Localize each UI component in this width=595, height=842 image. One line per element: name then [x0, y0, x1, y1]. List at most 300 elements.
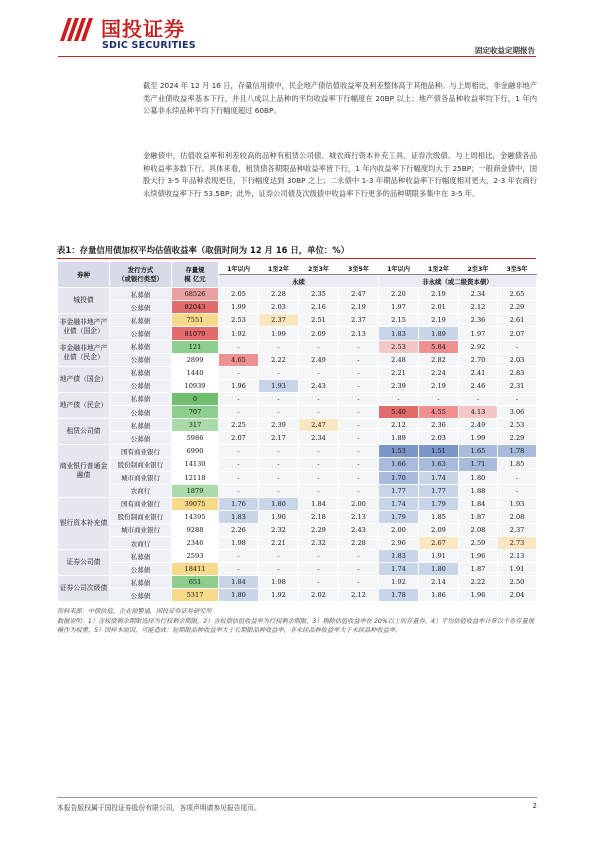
- yield-cell: -: [299, 392, 339, 405]
- bond-category-cell: 非金融非地产产业债（民企）: [58, 340, 110, 366]
- stock-size-cell: 707: [172, 406, 219, 419]
- yield-cell: 2.49: [299, 353, 339, 366]
- yield-cell: 2.47: [339, 288, 379, 301]
- yield-cell: 1.97: [459, 327, 498, 340]
- header-bucket: 1至2年: [419, 262, 459, 275]
- yield-cell: -: [339, 550, 379, 563]
- stock-size-cell: 18411: [172, 563, 219, 576]
- yield-cell: 1.92: [379, 576, 419, 589]
- yield-cell: -: [339, 419, 379, 432]
- yield-cell: 2.09: [299, 327, 339, 340]
- yield-cell: 1.99: [459, 432, 498, 445]
- yield-cell: 2.18: [299, 510, 339, 523]
- yield-cell: 2.53: [379, 340, 419, 353]
- table-row: [58, 419, 537, 432]
- yield-cell: 2.92: [459, 340, 498, 353]
- issue-method-cell: 国有商业银行: [110, 497, 172, 510]
- yield-cell: 2.22: [459, 576, 498, 589]
- table-row: [58, 288, 537, 301]
- issue-method-cell: 私募债: [110, 340, 172, 353]
- stock-size-cell: 14395: [172, 510, 219, 523]
- issue-method-cell: 股份制商业银行: [110, 510, 172, 523]
- yield-cell: -: [259, 458, 299, 471]
- bond-category-cell: 城投债: [58, 288, 110, 314]
- bond-category-cell: 证券公司次级债: [58, 576, 110, 602]
- yield-cell: 2.36: [419, 419, 459, 432]
- yield-cell: 2.14: [419, 576, 459, 589]
- yield-cell: 2.34: [459, 288, 498, 301]
- brand-name-en: SDIC SECURITIES: [102, 40, 196, 51]
- table-row: [58, 392, 537, 405]
- yield-cell: -: [339, 484, 379, 497]
- yield-cell: 1.66: [379, 458, 419, 471]
- yield-cell: 2.61: [498, 314, 537, 327]
- yield-cell: 2.13: [498, 550, 537, 563]
- yield-cell: 2.29: [498, 432, 537, 445]
- yield-cell: -: [299, 576, 339, 589]
- yield-cell: -: [219, 458, 259, 471]
- yield-cell: -: [339, 392, 379, 405]
- yield-cell: 2.39: [379, 379, 419, 392]
- issue-method-cell: 公募债: [110, 353, 172, 366]
- issue-method-cell: 私募债: [110, 550, 172, 563]
- issue-method-cell: 私募债: [110, 366, 172, 379]
- yield-cell: 1.80: [219, 589, 259, 602]
- yield-cell: 2.08: [459, 523, 498, 536]
- stock-size-cell: 7551: [172, 314, 219, 327]
- paragraph-financial-bonds: 金融债中，估值收益率和利差较高的品种有租赁公司债、城农商行资本补充工具、证券次级债。与上周相比，金融债各品种收益率多数下行。具体来看，租赁债各期限品种收益率皆下行，1 年内收益率下行幅度均大于 25BP；一般商金债中，国股大行 3-5 年品种表现更佳，下行幅度达到 30BP 之上；二永债中 1-3 年期品种收益率下行幅度相对更大，2-3 年农商行永续债收益率下行 53.5BP；此外，证券公司债及次级债中收益率下行更多的品种期限多集中在 3-5 年。: [143, 151, 537, 199]
- yield-cell: 2.22: [259, 353, 299, 366]
- header-bucket: 3至5年: [498, 262, 537, 275]
- yield-cell: 2.50: [498, 576, 537, 589]
- bond-yield-table: [57, 261, 537, 602]
- yield-cell: 1.78: [498, 445, 537, 458]
- yield-cell: 2.12: [339, 589, 379, 602]
- yield-cell: 1.86: [419, 589, 459, 602]
- stock-size-cell: 5317: [172, 589, 219, 602]
- yield-cell: -: [299, 340, 339, 353]
- yield-cell: 1.96: [459, 589, 498, 602]
- yield-cell: 2.12: [379, 419, 419, 432]
- yield-cell: -: [339, 471, 379, 484]
- yield-cell: -: [339, 340, 379, 353]
- yield-cell: 2.24: [419, 366, 459, 379]
- yield-cell: 2.05: [219, 288, 259, 301]
- yield-cell: 2.48: [379, 353, 419, 366]
- yield-cell: 2.53: [498, 419, 537, 432]
- yield-cell: 2.49: [459, 419, 498, 432]
- yield-cell: 1.74: [379, 563, 419, 576]
- yield-cell: 2.16: [299, 301, 339, 314]
- yield-cell: 1.87: [459, 510, 498, 523]
- table-title: 表1：存量信用债加权平均估值收益率（取值时间为 12 月 16 日，单位：%）: [57, 245, 350, 255]
- table-row: [58, 327, 537, 340]
- stock-size-cell: 1440: [172, 366, 219, 379]
- yield-cell: 1.84: [299, 497, 339, 510]
- header-bucket: 3至5年: [339, 262, 379, 275]
- yield-cell: 1.83: [379, 327, 419, 340]
- stock-size-cell: 0: [172, 392, 219, 405]
- table-row: [58, 432, 537, 445]
- header-stock-size: 存量规 模 亿元: [172, 262, 219, 288]
- table-row: [58, 340, 537, 353]
- yield-cell: 1.98: [219, 536, 259, 549]
- yield-cell: -: [299, 406, 339, 419]
- table-title-divider: [57, 258, 536, 259]
- yield-cell: 2.08: [498, 510, 537, 523]
- yield-cell: 2.36: [459, 314, 498, 327]
- page-header: [0, 0, 595, 62]
- yield-cell: 2.41: [459, 366, 498, 379]
- stock-size-cell: 317: [172, 419, 219, 432]
- yield-cell: -: [339, 406, 379, 419]
- yield-cell: 2.13: [339, 510, 379, 523]
- yield-cell: -: [259, 484, 299, 497]
- data-note: 数据说明：1）含权债剩余期限选择为行权剩余期限，2）含权债估值收益率为行权剩余期限，3）剔除估值收益率在 20%以上的存量券，4）平均估值收益率计算以个券存量规模作为权重。5）因样本原因，可能造成：短期限品种收益率大于长期限品种收益率，非永续品种收益率大于永续品种收益率。: [57, 617, 534, 635]
- yield-cell: 2.04: [498, 589, 537, 602]
- yield-cell: 1.99: [259, 327, 299, 340]
- yield-cell: -: [219, 471, 259, 484]
- issue-method-cell: 公募债: [110, 327, 172, 340]
- table-row: [58, 366, 537, 379]
- yield-cell: 1.63: [419, 458, 459, 471]
- yield-cell: 1.74: [419, 471, 459, 484]
- stock-size-cell: 82043: [172, 301, 219, 314]
- yield-cell: 1.91: [419, 550, 459, 563]
- yield-cell: 2.19: [339, 301, 379, 314]
- yield-cell: 1.89: [419, 327, 459, 340]
- yield-cell: -: [339, 432, 379, 445]
- yield-cell: -: [219, 340, 259, 353]
- issue-method-cell: 私募债: [110, 288, 172, 301]
- table-row: [58, 406, 537, 419]
- yield-cell: 2.59: [459, 536, 498, 549]
- issue-method-cell: 私募债: [110, 576, 172, 589]
- yield-cell: 2.07: [498, 327, 537, 340]
- stock-size-cell: 39075: [172, 497, 219, 510]
- yield-cell: 1.92: [219, 327, 259, 340]
- yield-cell: -: [259, 563, 299, 576]
- yield-cell: 1.71: [459, 458, 498, 471]
- yield-cell: 1.91: [498, 563, 537, 576]
- footer-divider: [57, 797, 537, 798]
- issue-method-cell: 国有商业银行: [110, 445, 172, 458]
- issue-method-cell: 城市商业银行: [110, 471, 172, 484]
- table-row: [58, 445, 537, 458]
- yield-cell: -: [419, 392, 459, 405]
- yield-cell: -: [259, 366, 299, 379]
- stock-size-cell: 2346: [172, 536, 219, 549]
- stock-size-cell: 81079: [172, 327, 219, 340]
- yield-cell: 2.51: [299, 314, 339, 327]
- yield-cell: -: [299, 550, 339, 563]
- yield-cell: -: [299, 563, 339, 576]
- table-row: [58, 510, 537, 523]
- yield-cell: 2.09: [419, 523, 459, 536]
- yield-cell: 2.03: [419, 432, 459, 445]
- header-bucket: 1至2年: [259, 262, 299, 275]
- stock-size-cell: 68526: [172, 288, 219, 301]
- yield-cell: 2.19: [419, 379, 459, 392]
- yield-cell: 2.00: [379, 523, 419, 536]
- yield-cell: 2.35: [299, 288, 339, 301]
- table-row: [58, 301, 537, 314]
- issue-method-cell: 公募债: [110, 432, 172, 445]
- yield-cell: -: [219, 484, 259, 497]
- yield-cell: 2.02: [299, 589, 339, 602]
- table-row: [58, 471, 537, 484]
- issue-method-cell: 农商行: [110, 536, 172, 549]
- yield-cell: 1.74: [379, 497, 419, 510]
- issue-method-cell: 公募债: [110, 379, 172, 392]
- header-group-perpetual: 永续: [219, 275, 379, 288]
- yield-cell: 2.29: [299, 523, 339, 536]
- yield-cell: 2.21: [379, 366, 419, 379]
- header-group-non-perpetual: 非永续（或二级资本债）: [379, 275, 537, 288]
- yield-cell: 2.32: [259, 523, 299, 536]
- yield-cell: 2.31: [498, 379, 537, 392]
- yield-cell: 3.06: [498, 406, 537, 419]
- table-row: [58, 563, 537, 576]
- yield-cell: -: [219, 406, 259, 419]
- issue-method-cell: 公募债: [110, 589, 172, 602]
- footer-disclaimer: 本报告版权属于国投证券股份有限公司，各项声明请参见报告尾页。: [57, 804, 261, 812]
- header-bucket: 2至3年: [459, 262, 498, 275]
- issue-method-cell: 公募债: [110, 563, 172, 576]
- yield-cell: 1.83: [379, 550, 419, 563]
- yield-cell: -: [299, 471, 339, 484]
- issue-method-cell: 公募债: [110, 301, 172, 314]
- yield-cell: 2.37: [259, 314, 299, 327]
- yield-cell: 1.70: [379, 471, 419, 484]
- sdic-logo-icon: [58, 14, 98, 44]
- yield-cell: -: [219, 563, 259, 576]
- yield-cell: 1.80: [459, 471, 498, 484]
- yield-cell: 2.70: [459, 353, 498, 366]
- yield-cell: -: [498, 471, 537, 484]
- yield-cell: -: [259, 471, 299, 484]
- yield-cell: 1.96: [219, 379, 259, 392]
- source-note: 资料来源：中债估值，企业预警通，国投证券证券研究所: [57, 608, 212, 615]
- yield-cell: 1.80: [419, 563, 459, 576]
- yield-cell: 2.37: [498, 523, 537, 536]
- yield-cell: 1.93: [498, 497, 537, 510]
- yield-cell: 2.65: [498, 288, 537, 301]
- yield-cell: 2.00: [339, 497, 379, 510]
- yield-cell: -: [459, 392, 498, 405]
- yield-cell: -: [299, 484, 339, 497]
- issue-method-cell: 城市商业银行: [110, 523, 172, 536]
- yield-cell: 1.76: [219, 497, 259, 510]
- yield-cell: 1.78: [379, 589, 419, 602]
- yield-cell: 1.92: [259, 589, 299, 602]
- yield-cell: -: [259, 340, 299, 353]
- yield-cell: -: [379, 392, 419, 405]
- table-row: [58, 314, 537, 327]
- stock-size-cell: 5986: [172, 432, 219, 445]
- yield-cell: 2.37: [339, 314, 379, 327]
- yield-cell: 2.96: [379, 536, 419, 549]
- header-issue-method: 发行方式 （或银行类型）: [110, 262, 172, 288]
- issue-method-cell: 农商行: [110, 484, 172, 497]
- bond-category-cell: 银行资本补充债: [58, 497, 110, 549]
- issue-method-cell: 私募债: [110, 314, 172, 327]
- report-type-label: 固定收益定期报告: [475, 46, 535, 55]
- yield-cell: 1.89: [379, 432, 419, 445]
- yield-cell: -: [219, 392, 259, 405]
- yield-cell: 2.82: [419, 353, 459, 366]
- yield-cell: -: [498, 392, 537, 405]
- yield-cell: 5.40: [379, 406, 419, 419]
- stock-size-cell: 10939: [172, 379, 219, 392]
- yield-cell: -: [259, 406, 299, 419]
- yield-cell: -: [259, 550, 299, 563]
- yield-cell: 1.51: [419, 445, 459, 458]
- yield-cell: 2.17: [259, 432, 299, 445]
- yield-cell: -: [498, 484, 537, 497]
- table-row: [58, 589, 537, 602]
- yield-cell: 2.28: [259, 288, 299, 301]
- yield-cell: 4.65: [219, 353, 259, 366]
- yield-cell: -: [339, 563, 379, 576]
- yield-cell: 2.73: [498, 536, 537, 549]
- bond-category-cell: 地产债（国企）: [58, 366, 110, 392]
- yield-cell: 2.01: [419, 301, 459, 314]
- yield-cell: 2.34: [299, 432, 339, 445]
- yield-cell: 2.39: [259, 419, 299, 432]
- header-bucket: 1年以内: [219, 262, 259, 275]
- yield-cell: 2.12: [459, 301, 498, 314]
- yield-cell: 1.83: [219, 510, 259, 523]
- yield-cell: 1.53: [379, 445, 419, 458]
- yield-cell: 2.46: [459, 379, 498, 392]
- stock-size-cell: 12118: [172, 471, 219, 484]
- yield-cell: 1.90: [259, 510, 299, 523]
- yield-cell: 2.43: [299, 379, 339, 392]
- stock-size-cell: 6990: [172, 445, 219, 458]
- stock-size-cell: 14130: [172, 458, 219, 471]
- yield-cell: -: [219, 366, 259, 379]
- yield-cell: -: [339, 353, 379, 366]
- yield-cell: 2.03: [498, 353, 537, 366]
- yield-cell: 1.80: [259, 497, 299, 510]
- yield-cell: -: [219, 550, 259, 563]
- yield-cell: 2.67: [419, 536, 459, 549]
- header-bucket: 1年以内: [379, 262, 419, 275]
- header-type: 券种: [58, 262, 110, 288]
- yield-cell: 2.20: [379, 288, 419, 301]
- yield-cell: 2.32: [299, 536, 339, 549]
- yield-cell: 1.88: [459, 484, 498, 497]
- table-row: [58, 379, 537, 392]
- yield-cell: -: [219, 445, 259, 458]
- table-row: [58, 458, 537, 471]
- yield-cell: 1.85: [419, 510, 459, 523]
- yield-cell: -: [259, 445, 299, 458]
- issue-method-cell: 股份制商业银行: [110, 458, 172, 471]
- yield-cell: -: [498, 340, 537, 353]
- yield-cell: 2.26: [219, 523, 259, 536]
- yield-cell: 2.21: [259, 536, 299, 549]
- bond-category-cell: 非金融非地产产业债（国企）: [58, 314, 110, 340]
- yield-cell: 1.79: [379, 510, 419, 523]
- yield-cell: 1.99: [219, 301, 259, 314]
- bond-category-cell: 地产债（民企）: [58, 392, 110, 418]
- yield-cell: 2.28: [339, 536, 379, 549]
- table-row: [58, 497, 537, 510]
- yield-cell: 1.96: [459, 550, 498, 563]
- brand-name-cn: 国投证券: [101, 17, 185, 41]
- table-notes: [57, 607, 537, 636]
- yield-cell: 2.29: [498, 301, 537, 314]
- page-number: 2: [532, 802, 537, 810]
- yield-cell: 2.19: [419, 288, 459, 301]
- table-row: [58, 536, 537, 549]
- yield-cell: -: [299, 366, 339, 379]
- yield-cell: 2.47: [299, 419, 339, 432]
- stock-size-cell: 9288: [172, 523, 219, 536]
- yield-cell: 1.79: [419, 497, 459, 510]
- yield-cell: 2.03: [259, 301, 299, 314]
- yield-cell: 2.15: [379, 314, 419, 327]
- stock-size-cell: 121: [172, 340, 219, 353]
- yield-cell: 4.55: [419, 406, 459, 419]
- yield-cell: -: [299, 445, 339, 458]
- yield-cell: 1.77: [379, 484, 419, 497]
- stock-size-cell: 651: [172, 576, 219, 589]
- yield-cell: 1.97: [379, 301, 419, 314]
- yield-cell: 1.87: [459, 563, 498, 576]
- header-divider: [58, 56, 536, 57]
- table-row: [58, 484, 537, 497]
- yield-cell: -: [259, 392, 299, 405]
- yield-cell: 1.93: [259, 379, 299, 392]
- yield-cell: 1.84: [219, 576, 259, 589]
- yield-cell: -: [339, 379, 379, 392]
- yield-cell: 1.98: [259, 576, 299, 589]
- yield-cell: -: [339, 445, 379, 458]
- issue-method-cell: 公募债: [110, 406, 172, 419]
- header-bucket: 2至3年: [299, 262, 339, 275]
- table-row: [58, 353, 537, 366]
- yield-cell: 2.83: [498, 366, 537, 379]
- issue-method-cell: 私募债: [110, 419, 172, 432]
- table-row: [58, 550, 537, 563]
- paragraph-industry-bonds: 截至 2024 年 12 月 16 日，存量信用债中，民企地产债估值收益率及利差整体高于其他品种。与上周相比，非金融非地产类产业债收益率基本下行，并且八成以上品种的平均收益率下行幅度在 20BP 以上；地产债各品种收益率均下行，1 年内公募非永续品种平均下行幅度超过 60BP。: [143, 81, 538, 116]
- yield-cell: 1.85: [498, 458, 537, 471]
- yield-cell: 2.19: [419, 314, 459, 327]
- bond-category-cell: 商业银行普通金融债: [58, 445, 110, 497]
- yield-cell: -: [299, 458, 339, 471]
- bond-category-cell: 租赁公司债: [58, 419, 110, 445]
- stock-size-cell: 2899: [172, 353, 219, 366]
- yield-cell: -: [339, 366, 379, 379]
- table-row: [58, 576, 537, 589]
- yield-cell: -: [339, 576, 379, 589]
- yield-cell: 2.07: [219, 432, 259, 445]
- stock-size-cell: 2593: [172, 550, 219, 563]
- table-row: [58, 523, 537, 536]
- bond-category-cell: 证券公司债: [58, 550, 110, 576]
- yield-cell: 4.13: [459, 406, 498, 419]
- yield-cell: 2.53: [219, 314, 259, 327]
- stock-size-cell: 1879: [172, 484, 219, 497]
- yield-cell: 1.65: [459, 445, 498, 458]
- issue-method-cell: 私募债: [110, 392, 172, 405]
- yield-cell: 2.25: [219, 419, 259, 432]
- yield-cell: 1.84: [459, 497, 498, 510]
- yield-cell: 2.43: [339, 523, 379, 536]
